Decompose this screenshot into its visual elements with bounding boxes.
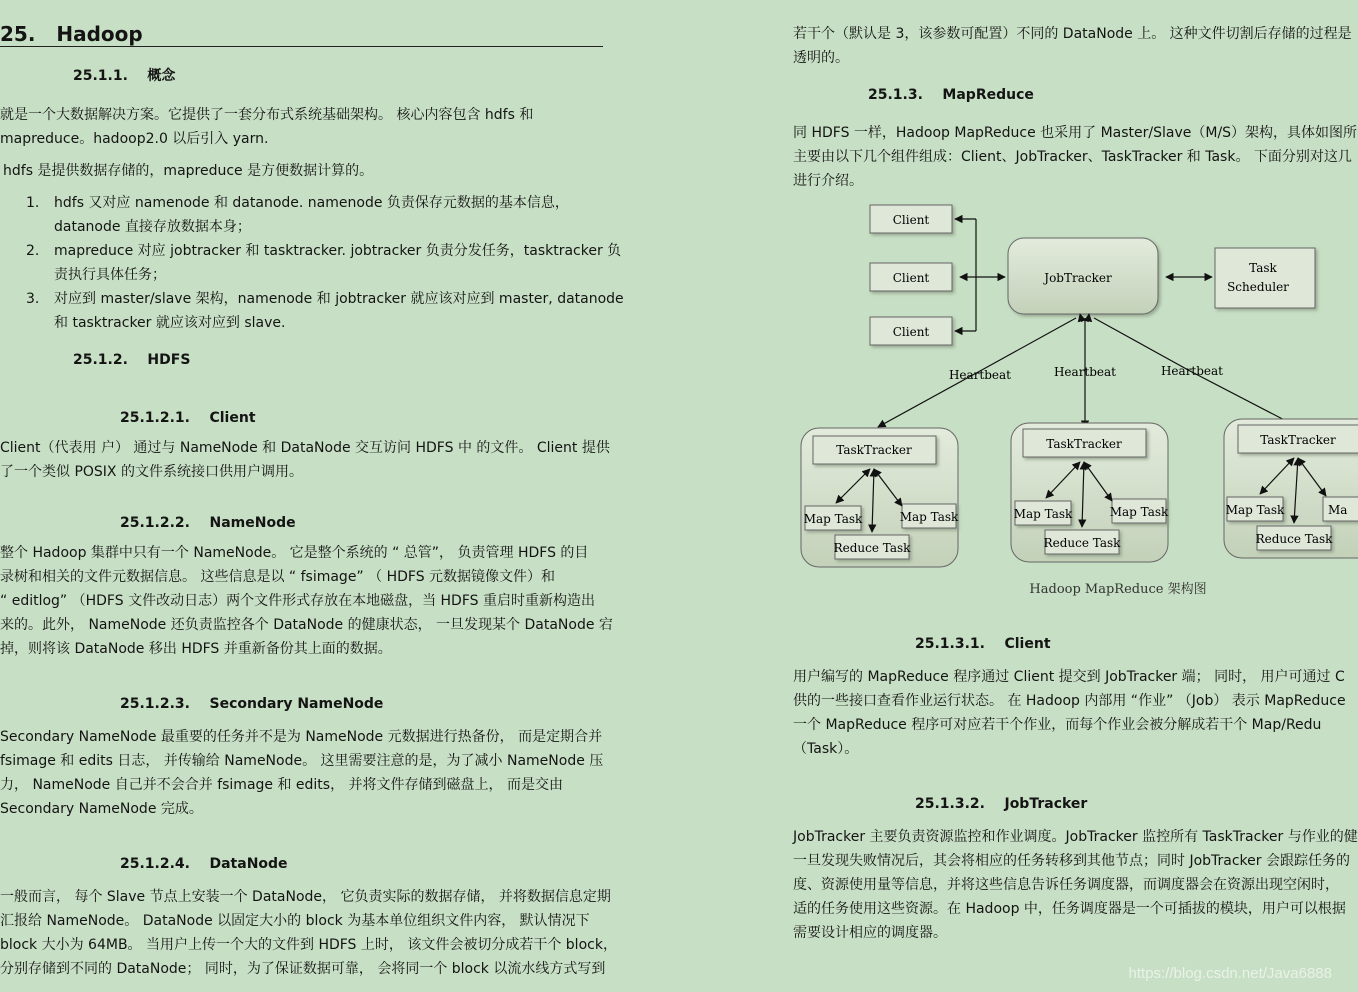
subsection-heading-mr-client	[915, 636, 1051, 652]
section-heading-concept	[73, 65, 175, 85]
tasktracker-label: TaskTracker	[836, 443, 912, 457]
heartbeat-label: Heartbeat	[1053, 365, 1117, 379]
list-number: 1.	[26, 195, 40, 211]
list-item-2	[26, 239, 621, 287]
tasktracker-node-3	[1224, 419, 1358, 558]
tasktracker-label: TaskTracker	[1046, 437, 1122, 451]
section-number: 25.1.1.	[73, 68, 128, 84]
section-number: 25.1.2.	[73, 352, 128, 368]
chapter-heading	[0, 22, 143, 46]
text-line: 用户编写的 MapReduce 程序通过 Client 提交到 JobTracker 端； 同时， 用户可通过 C	[793, 669, 1345, 685]
subsection-heading-namenode	[120, 515, 296, 531]
client-box	[870, 263, 952, 291]
text-line: 掉，则将该 DataNode 移出 HDFS 并重新备份其上面的数据。	[0, 641, 392, 657]
mapreduce-architecture-diagram	[780, 196, 1348, 606]
text-line: 一旦发现失败情况后，其会将相应的任务转移到其他节点；同时 JobTracker 会跟踪任务的	[793, 853, 1350, 869]
list-item-3	[26, 287, 624, 335]
section-title: Secondary NameNode	[209, 696, 384, 712]
client-box	[870, 317, 952, 345]
text-line: 就是一个大数据解决方案。它提供了一套分布式系统基础架构。 核心内容包含 hdfs 和	[0, 107, 534, 123]
list-number: 3.	[26, 291, 40, 307]
reduce-task-label: Reduce Task	[1043, 536, 1121, 550]
scheduler-label-line: Scheduler	[1227, 280, 1289, 294]
section-title: Client	[1004, 636, 1051, 652]
jobtracker-label: JobTracker	[1044, 271, 1112, 285]
text-line: datanode 直接存放数据本身；	[54, 219, 251, 235]
text-line: 录树和相关的文件元数据信息。 这些信息是以 “ fsimage” （ HDFS 元数据镜像文件）和	[0, 569, 556, 585]
subsection-heading-jobtracker	[915, 796, 1087, 812]
section-title: NameNode	[209, 515, 296, 531]
subsection-heading-datanode	[120, 856, 288, 872]
paragraph-jobtracker	[793, 825, 1358, 945]
list-item-1	[26, 191, 569, 239]
section-number: 25.1.2.4.	[120, 856, 190, 872]
paragraph-namenode	[0, 541, 613, 661]
text-line: JobTracker 主要负责资源监控和作业调度。JobTracker 监控所有 TaskTracker 与作业的健	[793, 829, 1358, 845]
text-line: 责执行具体任务；	[54, 267, 166, 283]
section-number: 25.1.3.1.	[915, 636, 985, 652]
text-line: 对应到 master/slave 架构，namenode 和 jobtracker 就应该对应到 master, datanode	[54, 291, 624, 307]
section-title: HDFS	[147, 352, 191, 368]
task-scheduler-box	[1215, 248, 1315, 308]
text-line: 进行介绍。	[793, 173, 863, 189]
section-title: Client	[209, 410, 256, 426]
text-line: 力， NameNode 自己并不会合并 fsimage 和 edits， 并将文件存储到磁盘上， 而是交由	[0, 777, 563, 793]
text-line: mapreduce。hadoop2.0 以后引入 yarn.	[0, 131, 269, 147]
text-line: 透明的。	[793, 50, 849, 66]
text-line: 和 tasktracker 就应该对应到 slave.	[54, 315, 286, 331]
reduce-task-label: Reduce Task	[1255, 532, 1333, 546]
paragraph-client	[0, 436, 610, 484]
heartbeat-label: Heartbeat	[1160, 364, 1224, 378]
client-box	[870, 205, 952, 233]
paragraph-mr-client	[793, 665, 1346, 761]
section-title: 概念	[147, 68, 176, 84]
text-line: 了一个类似 POSIX 的文件系统接口供用户调用。	[0, 464, 303, 480]
client-label: Client	[892, 271, 930, 285]
text-line: 主要由以下几个组件组成：Client、JobTracker、TaskTracker 和 Task。 下面分别对这几	[793, 149, 1352, 165]
right-page-column	[780, 0, 1358, 992]
text-line: （Task）。	[793, 741, 859, 757]
section-number: 25.1.3.2.	[915, 796, 985, 812]
reduce-task-label: Reduce Task	[833, 541, 911, 555]
chapter-number: 25.	[0, 22, 36, 46]
subsection-heading-client	[120, 410, 256, 426]
text-line: 汇报给 NameNode。 DataNode 以固定大小的 block 为基本单位组织文件内容， 默认情况下	[0, 913, 590, 929]
text-line: hdfs 又对应 namenode 和 datanode. namenode 负责保存元数据的基本信息，	[54, 195, 569, 211]
text-line: hdfs 是提供数据存储的，mapreduce 是方便数据计算的。	[3, 163, 374, 179]
paragraph-secondary-namenode	[0, 725, 603, 821]
scheduler-label-line: Task	[1249, 261, 1277, 275]
text-line: 适的任务使用这些资源。在 Hadoop 中，任务调度器是一个可插拔的模块，用户可以根据	[793, 901, 1346, 917]
chapter-title: Hadoop	[56, 22, 143, 46]
section-number: 25.1.2.3.	[120, 696, 190, 712]
watermark-text: https://blog.csdn.net/Java6888	[1128, 965, 1332, 982]
paragraph-datanode-continued	[793, 22, 1352, 70]
client-label: Client	[892, 325, 930, 339]
text-line: Secondary NameNode 完成。	[0, 801, 203, 817]
tasktracker-node-2	[1011, 423, 1169, 562]
text-line: 一般而言， 每个 Slave 节点上安装一个 DataNode， 它负责实际的数据存储， 并将数据信息定期	[0, 889, 611, 905]
map-task-label: Map Task	[1013, 507, 1073, 521]
section-number: 25.1.2.1.	[120, 410, 190, 426]
section-title: DataNode	[209, 856, 288, 872]
text-line: block 大小为 64MB。 当用户上传一个大的文件到 HDFS 上时， 该文件会被切分成若干个 block，	[0, 937, 617, 953]
text-line: Secondary NameNode 最重要的任务并不是为 NameNode 元数据进行热备份， 而是定期合并	[0, 729, 603, 745]
text-line: 需要设计相应的调度器。	[793, 925, 947, 941]
section-heading-mapreduce	[868, 87, 1034, 103]
text-line: 整个 Hadoop 集群中只有一个 NameNode。 它是整个系统的 “ 总管”， 负责管理 HDFS 的目	[0, 545, 589, 561]
text-line: Client（代表用 户） 通过与 NameNode 和 DataNode 交互访问 HDFS 中 的文件。 Client 提供	[0, 440, 610, 456]
jobtracker-box	[1008, 238, 1158, 314]
map-task-label: Map Task	[899, 510, 959, 524]
text-line: 分别存储到不同的 DataNode； 同时，为了保证数据可靠， 会将同一个 block 以流水线方式写到	[0, 961, 606, 977]
map-task-label: Map Task	[1109, 505, 1169, 519]
map-task-label: Map Task	[1225, 503, 1285, 517]
paragraph-mapreduce	[793, 121, 1357, 193]
diagram-caption: Hadoop MapReduce 架构图	[1029, 582, 1207, 597]
text-line: 若干个（默认是 3，该参数可配置）不同的 DataNode 上。 这种文件切割后存储的过程是	[793, 26, 1352, 42]
text-line: 度、资源使用量等信息，并将这些信息告诉任务调度器，而调度器会在资源出现空闲时，	[793, 877, 1339, 893]
paragraph-concept-2	[3, 159, 373, 183]
subsection-heading-secondary-namenode	[120, 696, 383, 712]
section-number: 25.1.2.2.	[120, 515, 190, 531]
paragraph-concept-1	[0, 103, 533, 151]
text-line: 供的一些接口查看作业运行状态。 在 Hadoop 内部用 “作业” （Job） 表示 MapReduce	[793, 693, 1346, 709]
text-line: mapreduce 对应 jobtracker 和 tasktracker. jobtracker 负责分发任务，tasktracker 负	[54, 243, 622, 259]
left-page-column	[0, 0, 640, 992]
paragraph-datanode	[0, 885, 617, 981]
client-label: Client	[892, 213, 930, 227]
map-task-label: Map Task	[803, 512, 863, 526]
tasktracker-label: TaskTracker	[1260, 433, 1336, 447]
text-line: “ editlog” （HDFS 文件改动日志）两个文件形式存放在本地磁盘，当 HDFS 重启时重新构造出	[0, 593, 595, 609]
text-line: fsimage 和 edits 日志， 并传输给 NameNode。 这里需要注意的是，为了减小 NameNode 压	[0, 753, 604, 769]
text-line: 来的。此外， NameNode 还负责监控各个 DataNode 的健康状态， 一旦发现某个 DataNode 宕	[0, 617, 613, 633]
text-line: 同 HDFS 一样，Hadoop MapReduce 也采用了 Master/Slave（M/S）架构，具体如图所	[793, 125, 1358, 141]
text-line: 一个 MapReduce 程序可对应若干个作业，而每个作业会被分解成若干个 Map/Redu	[793, 717, 1322, 733]
heartbeat-label: Heartbeat	[948, 368, 1012, 382]
section-title: JobTracker	[1004, 796, 1088, 812]
chapter-rule	[0, 46, 603, 47]
list-number: 2.	[26, 243, 40, 259]
tasktracker-node-1	[801, 428, 959, 567]
map-task-label: Ma	[1328, 503, 1348, 517]
section-title: MapReduce	[942, 87, 1034, 103]
section-number: 25.1.3.	[868, 87, 923, 103]
client-connectors	[955, 219, 1005, 331]
section-heading-hdfs	[73, 352, 190, 368]
